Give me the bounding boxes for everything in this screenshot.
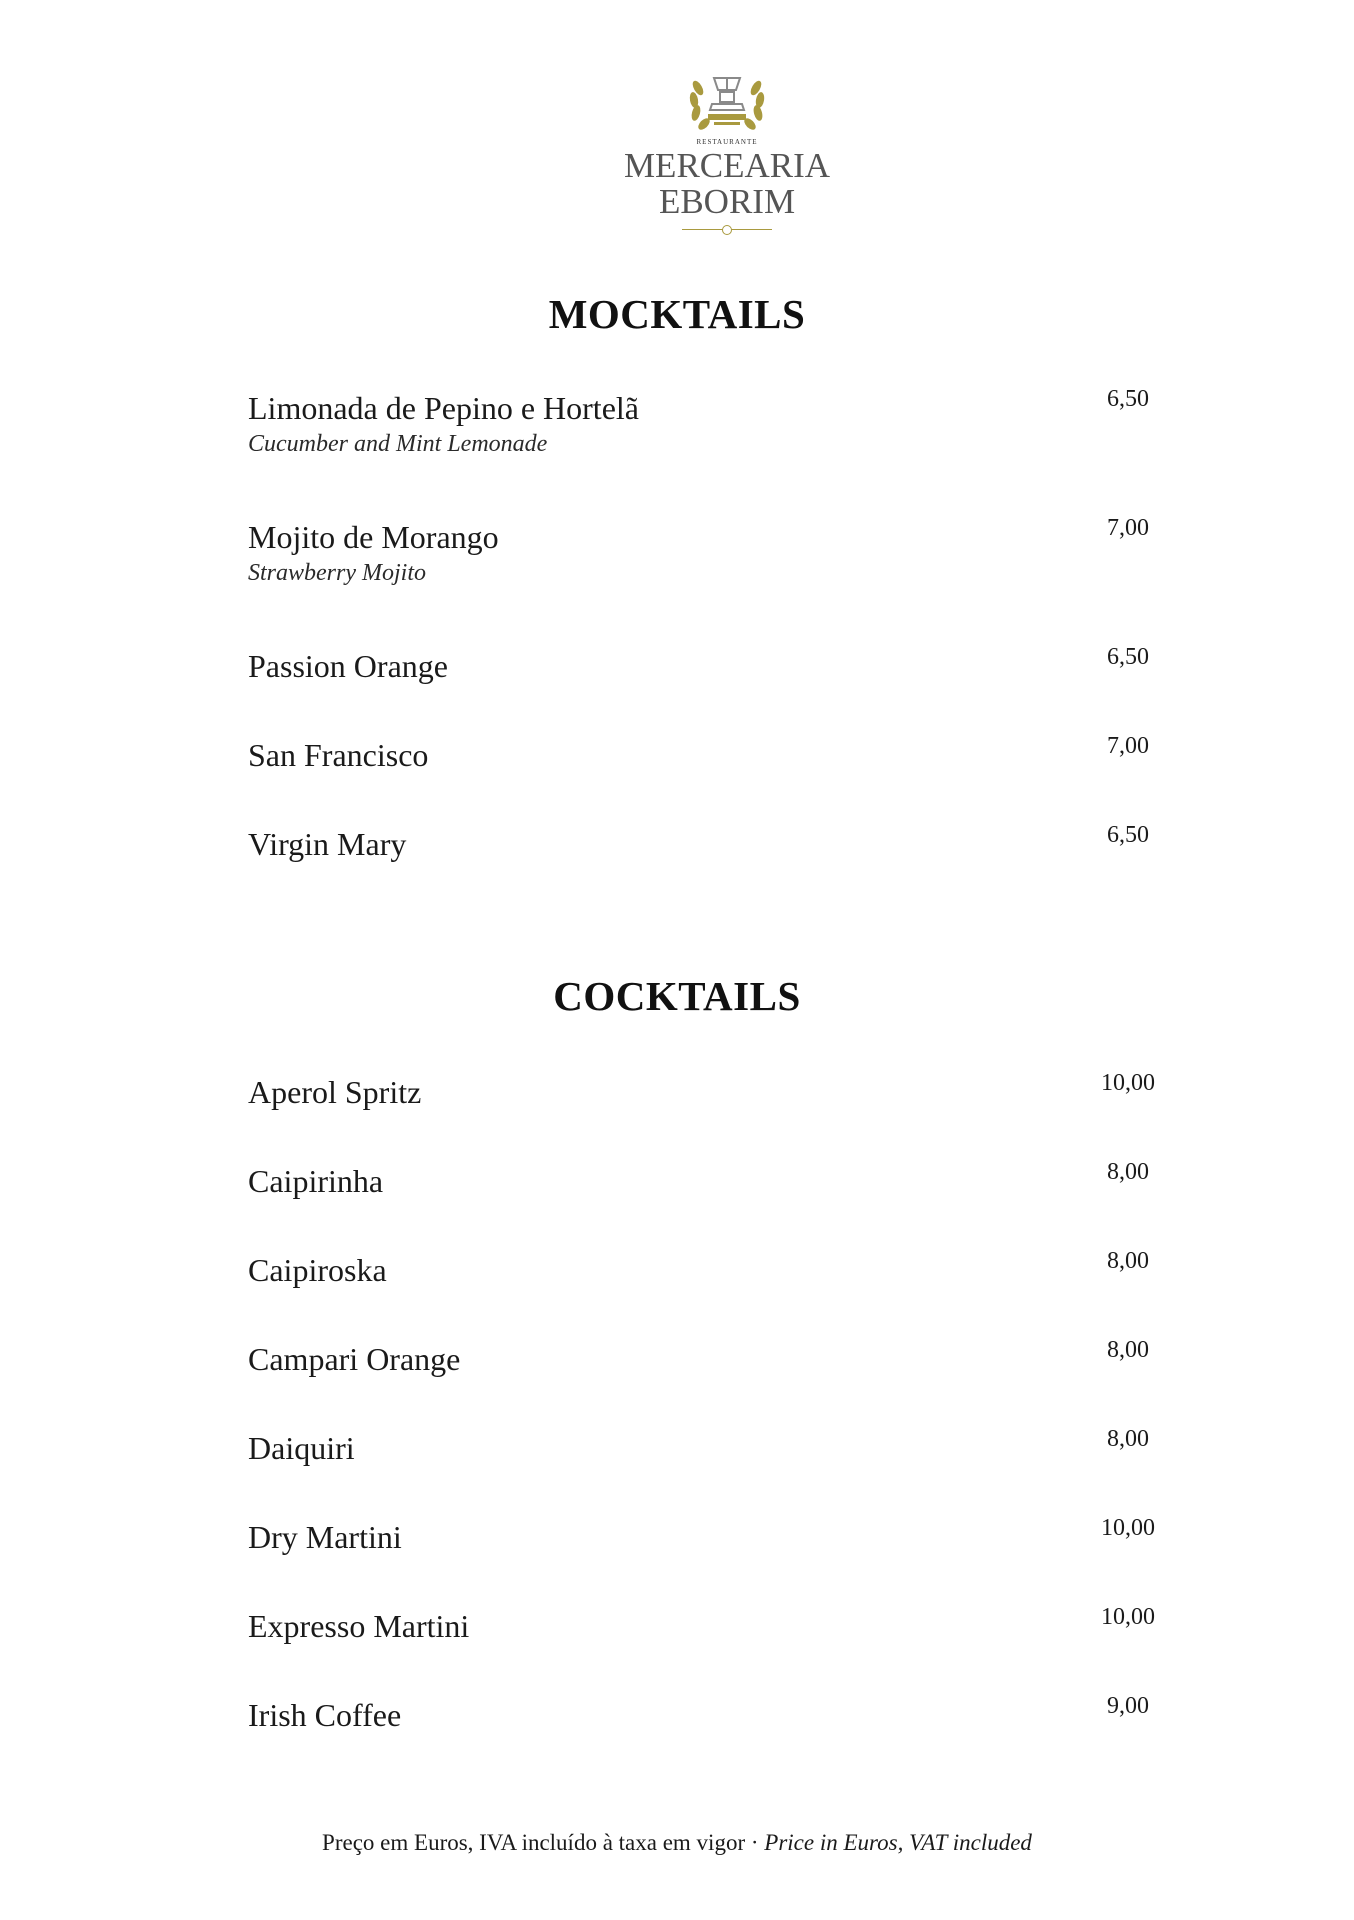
- menu-item: [248, 646, 1168, 686]
- item-price: 7,00: [1107, 733, 1149, 759]
- item-name: Campari Orange: [248, 1341, 461, 1377]
- section-title-cocktails: COCKTAILS: [553, 973, 801, 1019]
- menu-item: [248, 388, 1168, 460]
- restaurant-logo: [617, 68, 837, 246]
- item-price: 8,00: [1107, 1426, 1149, 1452]
- menu-item: [248, 1072, 1168, 1112]
- crest-emblem-icon: [684, 68, 770, 136]
- item-name: Caipirinha: [248, 1163, 384, 1199]
- item-price: 6,50: [1107, 822, 1149, 848]
- item-name: Irish Coffee: [248, 1697, 402, 1733]
- item-name: Caipiroska: [248, 1252, 387, 1288]
- menu-item: [248, 1339, 1168, 1379]
- item-price: 10,00: [1101, 1515, 1155, 1541]
- menu-item: [248, 1606, 1168, 1646]
- item-subtitle: Cucumber and Mint Lemonade: [248, 431, 548, 457]
- menu-item: [248, 1695, 1168, 1735]
- menu-item: [248, 1161, 1168, 1201]
- item-name: Virgin Mary: [248, 826, 407, 862]
- item-subtitle: Strawberry Mojito: [248, 560, 426, 586]
- item-price: 8,00: [1107, 1159, 1149, 1185]
- footnote-pt: Preço em Euros, IVA incluído à taxa em vigor ·: [322, 1830, 765, 1855]
- menu-item: [248, 824, 1168, 864]
- item-price: 7,00: [1107, 515, 1149, 541]
- item-name: Limonada de Pepino e Hortelã: [248, 390, 639, 426]
- menu-item: [248, 517, 1168, 589]
- item-price: 10,00: [1101, 1070, 1155, 1096]
- logo-subtitle: RESTAURANTE: [696, 138, 758, 146]
- logo-name-line2: EBORIM: [658, 182, 796, 221]
- menu-item: [248, 1250, 1168, 1290]
- item-price: 6,50: [1107, 386, 1149, 412]
- menu-item: [248, 735, 1168, 775]
- item-name: Expresso Martini: [248, 1608, 470, 1644]
- logo-divider: [682, 224, 772, 234]
- item-name: San Francisco: [248, 737, 429, 773]
- item-name: Passion Orange: [248, 648, 448, 684]
- item-price: 8,00: [1107, 1337, 1149, 1363]
- price-footnote: [0, 1830, 1354, 1856]
- item-price: 9,00: [1107, 1693, 1149, 1719]
- item-price: 10,00: [1101, 1604, 1155, 1630]
- item-name: Aperol Spritz: [248, 1074, 422, 1110]
- item-name: Mojito de Morango: [248, 519, 499, 555]
- item-name: Daiquiri: [248, 1430, 355, 1466]
- logo-name-line1: MERCEARIA: [623, 146, 831, 185]
- menu-item: [248, 1517, 1168, 1557]
- section-title-mocktails: MOCKTAILS: [548, 291, 806, 337]
- menu-item: [248, 1428, 1168, 1468]
- item-name: Dry Martini: [248, 1519, 402, 1555]
- footnote-en: Price in Euros, VAT included: [764, 1830, 1032, 1855]
- item-price: 8,00: [1107, 1248, 1149, 1274]
- item-price: 6,50: [1107, 644, 1149, 670]
